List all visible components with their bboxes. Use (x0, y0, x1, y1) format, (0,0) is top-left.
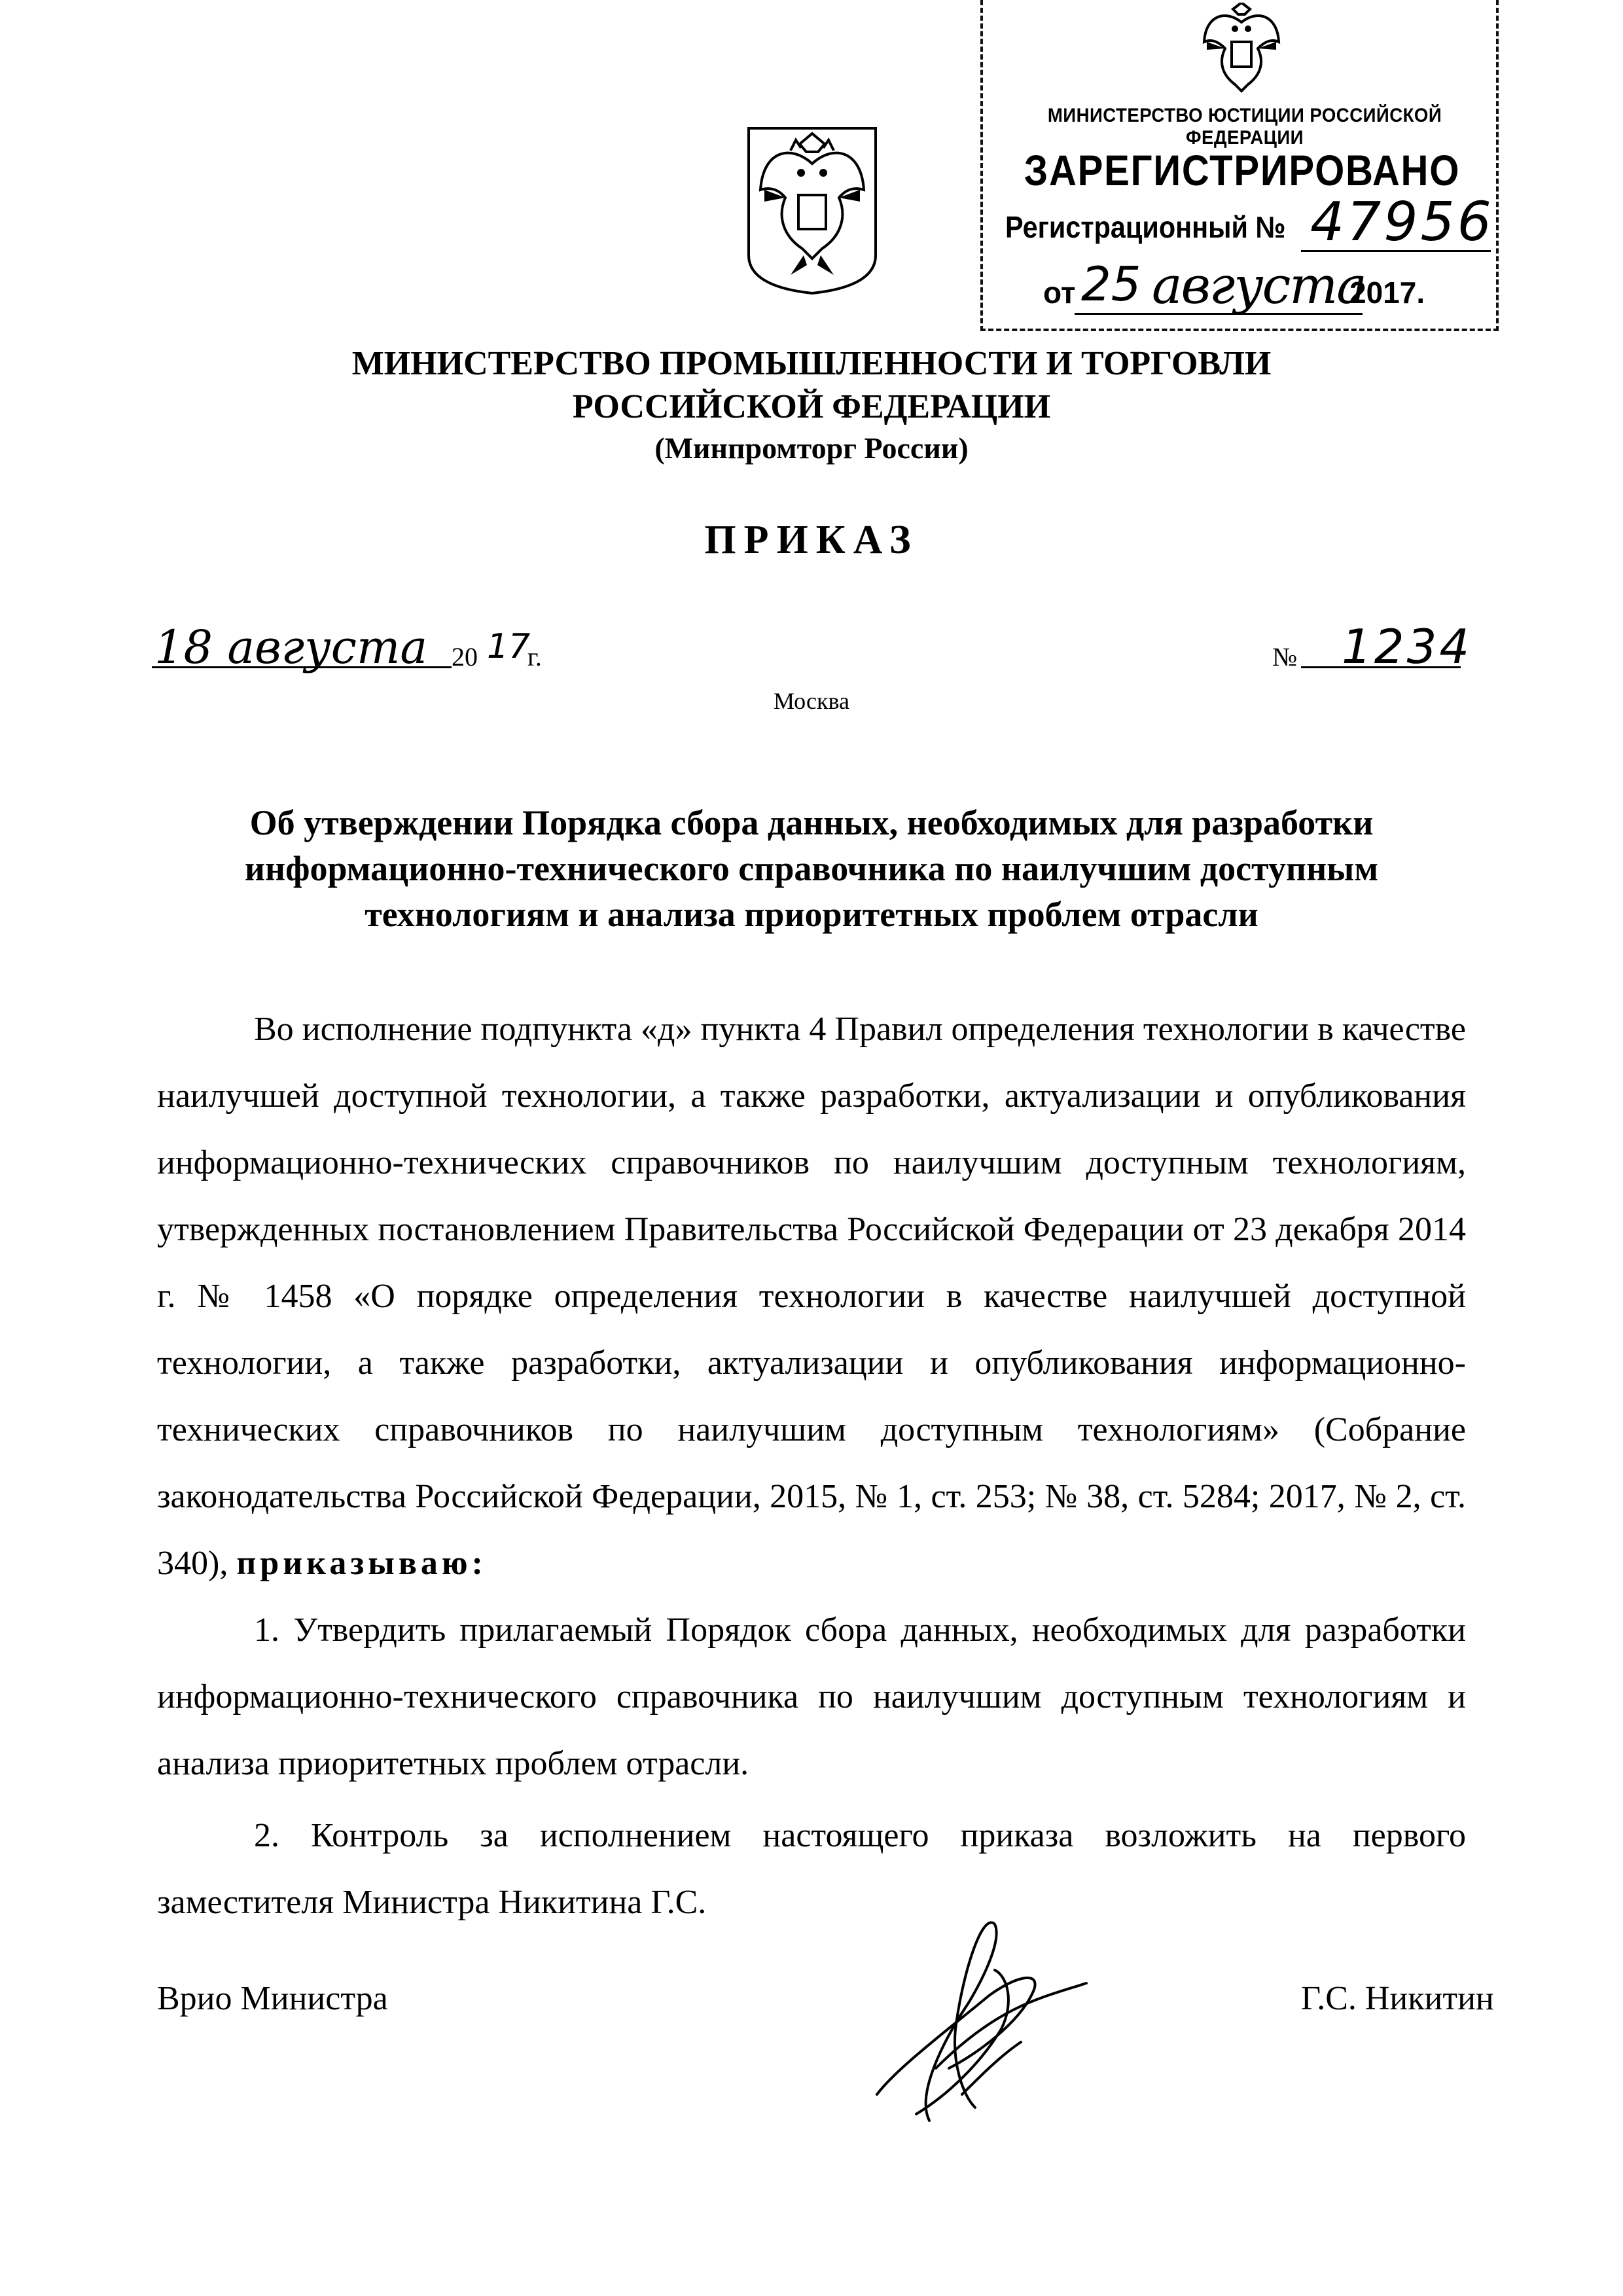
handwritten-signature-icon (818, 1898, 1093, 2134)
document-type: ПРИКАЗ (704, 518, 919, 562)
order-number-sign: № (1272, 642, 1298, 672)
stamp-reg-number: 47956 (1310, 191, 1494, 253)
date-underline (152, 666, 452, 668)
body-intro: Во исполнение подпункта «д» пункта 4 Правил определения технологии в качестве наилучшей доступной технологии, а также разработки, актуализации и опубликования информационно-технических справочников по наилучшим доступным технологиям, утвержденных постановлением Правительства Российской Федерации от 23 декабря 2014 г. № 1458 «О порядке определения технологии в качестве наилучшей доступной технологии, а также разработки, актуализации и опубликования информационно-технических справочников по наилучшим доступным технологиям» (Собрание законодательства Российской Федерации, 2015, № 1, ст. 253; № 38, ст. 5284; 2017, № 2, ст. 340), (157, 1011, 1466, 1582)
registration-stamp (980, 0, 1499, 331)
order-word: приказываю: (236, 1545, 487, 1582)
ministry-name-line2: РОССИЙСКОЙ ФЕДЕРАЦИИ (572, 388, 1051, 425)
stamp-status: ЗАРЕГИСТРИРОВАНО (1024, 146, 1461, 194)
signatory-title: Врио Министра (157, 1980, 388, 2017)
stamp-date-year: 2017. (1349, 276, 1425, 310)
stamp-reg-underline (1301, 250, 1491, 252)
number-underline (1301, 666, 1461, 668)
order-year-suffix: г. (527, 642, 542, 672)
stamp-emblem-icon (1199, 3, 1284, 94)
stamp-date-prefix: от (1043, 276, 1076, 310)
stamp-date-underline (1075, 313, 1363, 315)
body-item-2: 2. Контроль за исполнением настоящего приказа возложить на первого заместителя Министра Никитина Г.С. (157, 1817, 1466, 1921)
body-intro-paragraph (157, 996, 1466, 1597)
order-subject: Об утверждении Порядка сбора данных, необходимых для разработки информационно-технического справочника по наилучшим доступным технологиям и анализа приоритетных проблем отрасли (244, 803, 1379, 934)
stamp-reg-label: Регистрационный № (1005, 210, 1286, 244)
signatory-name: Г.С. Никитин (1301, 1980, 1494, 2017)
stamp-date-month: августа (1152, 257, 1366, 315)
ministry-name-line1: МИНИСТЕРСТВО ПРОМЫШЛЕННОСТИ И ТОРГОВЛИ (351, 345, 1272, 382)
ministry-short-name: (Минпромторг России) (654, 431, 969, 465)
body-item-1: 1. Утвердить прилагаемый Порядок сбора данных, необходимых для разработки информационно-технического справочника по наилучшим доступным технологиям и анализа приоритетных проблем отрасли. (157, 1611, 1466, 1782)
order-year-prefix: 20 (452, 642, 478, 672)
coat-of-arms-icon (745, 124, 880, 296)
order-number-handwritten: 1234 (1342, 619, 1472, 674)
order-date-handwritten: 18 августа (154, 620, 428, 674)
order-body (157, 996, 1466, 1936)
stamp-ministry: МИНИСТЕРСТВО ЮСТИЦИИ РОССИЙСКОЙ ФЕДЕРАЦИИ (1047, 105, 1442, 149)
order-year-handwritten: 17 (487, 627, 531, 666)
stamp-date-day: 25 (1081, 257, 1141, 312)
city: Москва (774, 688, 849, 714)
